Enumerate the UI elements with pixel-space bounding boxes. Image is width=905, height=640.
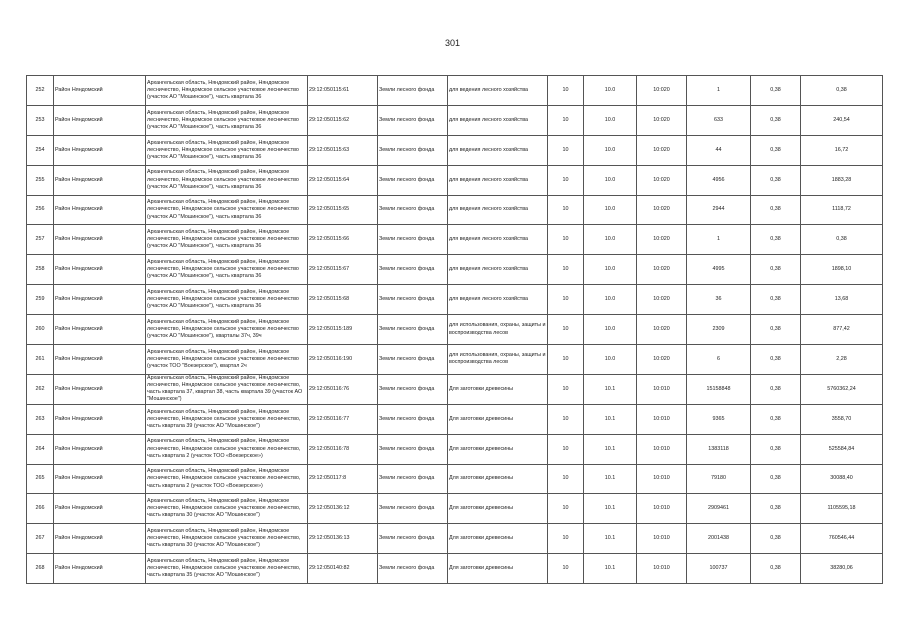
row-number: 253 — [27, 105, 54, 135]
land-category-cell: Земли лесного фонда — [378, 165, 448, 195]
permitted-use-cell: Для заготовки древесины — [448, 434, 548, 464]
location-description-cell: Архангельская область, Няндомский район, Няндомское лесничество, Няндомское сельское участковое лесничество (участок АО "Мошинское"), часть квартала 36 — [146, 285, 308, 315]
subgroup-cell: 10.1 — [584, 464, 637, 494]
area-cell: 36 — [687, 285, 751, 315]
table-row — [27, 165, 883, 195]
subgroup-cell: 10.0 — [584, 195, 637, 225]
district-cell: Район Няндомский — [54, 434, 146, 464]
permitted-use-cell: Для заготовки древесины — [448, 404, 548, 434]
table-row — [27, 76, 883, 106]
permitted-use-cell: для использования, охраны, защиты и воспроизводства лесов — [448, 345, 548, 375]
cadastral-value-cell: 1105595,18 — [801, 494, 883, 524]
land-category-cell: Земли лесного фонда — [378, 464, 448, 494]
row-number: 266 — [27, 494, 54, 524]
permitted-use-cell: для ведения лесного хозяйства — [448, 195, 548, 225]
land-category-cell: Земли лесного фонда — [378, 285, 448, 315]
cadastral-number-cell: 29:12:050115:68 — [308, 285, 378, 315]
location-description-cell: Архангельская область, Няндомский район, Няндомское лесничество, Няндомское сельское участковое лесничество, часть квартала 30 (участок АО "Мошинское") — [146, 524, 308, 554]
location-description-cell: Архангельская область, Няндомский район, Няндомское лесничество, Няндомское сельское участковое лесничество, часть квартала 39 (участок АО "Мошинское") — [146, 404, 308, 434]
table-row — [27, 494, 883, 524]
table-row — [27, 195, 883, 225]
row-number: 265 — [27, 464, 54, 494]
subgroup-cell: 10.0 — [584, 345, 637, 375]
location-description-cell: Архангельская область, Няндомский район, Няндомское лесничество, Няндомское сельское участковое лесничество (участок ТОО "Воезерское"), квартал 2ч — [146, 345, 308, 375]
table-row — [27, 255, 883, 285]
permitted-use-cell: для ведения лесного хозяйства — [448, 135, 548, 165]
subgroup-cell: 10.1 — [584, 434, 637, 464]
cadastral-number-cell: 29:12:050115:63 — [308, 135, 378, 165]
cadastral-number-cell: 29:12:050115:66 — [308, 225, 378, 255]
district-cell: Район Няндомский — [54, 464, 146, 494]
group-cell: 10 — [548, 255, 584, 285]
area-cell: 6 — [687, 345, 751, 375]
cadastral-value-cell: 5760362,24 — [801, 374, 883, 404]
district-cell: Район Няндомский — [54, 225, 146, 255]
land-category-cell: Земли лесного фонда — [378, 76, 448, 106]
permitted-use-cell: для ведения лесного хозяйства — [448, 105, 548, 135]
cadastral-number-cell: 29:12:050136:12 — [308, 494, 378, 524]
location-description-cell: Архангельская область, Няндомский район, Няндомское лесничество, Няндомское сельское участковое лесничество (участок АО "Мошинское"), часть квартала 36 — [146, 105, 308, 135]
row-number: 257 — [27, 225, 54, 255]
area-cell: 44 — [687, 135, 751, 165]
subgroup-cell: 10.0 — [584, 315, 637, 345]
location-description-cell: Архангельская область, Няндомский район, Няндомское лесничество, Няндомское сельское участковое лесничество, часть квартала 37, квартал 38, часть квартала 39 (участок АО "Мошинское") — [146, 374, 308, 404]
subgroup-cell: 10.0 — [584, 135, 637, 165]
group-cell: 10 — [548, 434, 584, 464]
table-row — [27, 524, 883, 554]
cadastral-value-cell: 877,42 — [801, 315, 883, 345]
page-number: 301 — [444, 38, 461, 48]
cadastral-value-cell: 1883,28 — [801, 165, 883, 195]
use-code-cell: 10:010 — [637, 554, 687, 584]
land-category-cell: Земли лесного фонда — [378, 135, 448, 165]
subgroup-cell: 10.0 — [584, 76, 637, 106]
district-cell: Район Няндомский — [54, 105, 146, 135]
area-cell: 4995 — [687, 255, 751, 285]
use-code-cell: 10:010 — [637, 464, 687, 494]
cadastral-number-cell: 29:12:050116:76 — [308, 374, 378, 404]
specific-value-cell: 0,38 — [751, 285, 801, 315]
district-cell: Район Няндомский — [54, 404, 146, 434]
specific-value-cell: 0,38 — [751, 76, 801, 106]
area-cell: 4956 — [687, 165, 751, 195]
land-category-cell: Земли лесного фонда — [378, 494, 448, 524]
subgroup-cell: 10.1 — [584, 524, 637, 554]
group-cell: 10 — [548, 494, 584, 524]
cadastral-number-cell: 29:12:050116:78 — [308, 434, 378, 464]
group-cell: 10 — [548, 315, 584, 345]
table-row — [27, 554, 883, 584]
group-cell: 10 — [548, 76, 584, 106]
cadastral-value-cell: 525584,84 — [801, 434, 883, 464]
group-cell: 10 — [548, 554, 584, 584]
cadastral-value-cell: 2,28 — [801, 345, 883, 375]
table-row — [27, 404, 883, 434]
district-cell: Район Няндомский — [54, 494, 146, 524]
specific-value-cell: 0,38 — [751, 345, 801, 375]
use-code-cell: 10:020 — [637, 255, 687, 285]
land-category-cell: Земли лесного фонда — [378, 374, 448, 404]
cadastral-number-cell: 29:12:050140:82 — [308, 554, 378, 584]
district-cell: Район Няндомский — [54, 165, 146, 195]
row-number: 258 — [27, 255, 54, 285]
permitted-use-cell: для ведения лесного хозяйства — [448, 76, 548, 106]
location-description-cell: Архангельская область, Няндомский район, Няндомское лесничество, Няндомское сельское участковое лесничество (участок АО "Мошинское"), часть квартала 36 — [146, 135, 308, 165]
use-code-cell: 10:010 — [637, 404, 687, 434]
cadastral-number-cell: 29:12:050115:189 — [308, 315, 378, 345]
location-description-cell: Архангельская область, Няндомский район, Няндомское лесничество, Няндомское сельское участковое лесничество, часть квартала 2 (участок ТОО «Воезерское») — [146, 464, 308, 494]
table-row — [27, 464, 883, 494]
land-category-cell: Земли лесного фонда — [378, 195, 448, 225]
use-code-cell: 10:010 — [637, 434, 687, 464]
permitted-use-cell: Для заготовки древесины — [448, 524, 548, 554]
permitted-use-cell: для использования, охраны, защиты и воспроизводства лесов — [448, 315, 548, 345]
use-code-cell: 10:020 — [637, 165, 687, 195]
specific-value-cell: 0,38 — [751, 135, 801, 165]
specific-value-cell: 0,38 — [751, 434, 801, 464]
table-body — [27, 76, 883, 584]
use-code-cell: 10:010 — [637, 374, 687, 404]
specific-value-cell: 0,38 — [751, 464, 801, 494]
row-number: 262 — [27, 374, 54, 404]
location-description-cell: Архангельская область, Няндомский район, Няндомское лесничество, Няндомское сельское участковое лесничество, часть квартала 35 (участок АО "Мошинское") — [146, 554, 308, 584]
use-code-cell: 10:020 — [637, 225, 687, 255]
use-code-cell: 10:020 — [637, 315, 687, 345]
district-cell: Район Няндомский — [54, 135, 146, 165]
permitted-use-cell: для ведения лесного хозяйства — [448, 285, 548, 315]
specific-value-cell: 0,38 — [751, 494, 801, 524]
group-cell: 10 — [548, 135, 584, 165]
use-code-cell: 10:020 — [637, 76, 687, 106]
location-description-cell: Архангельская область, Няндомский район, Няндомское лесничество, Няндомское сельское участковое лесничество, часть квартала 30 (участок АО "Мошинское") — [146, 494, 308, 524]
row-number: 264 — [27, 434, 54, 464]
area-cell: 1 — [687, 225, 751, 255]
area-cell: 2909461 — [687, 494, 751, 524]
row-number: 252 — [27, 76, 54, 106]
area-cell: 633 — [687, 105, 751, 135]
permitted-use-cell: Для заготовки древесины — [448, 494, 548, 524]
specific-value-cell: 0,38 — [751, 374, 801, 404]
subgroup-cell: 10.1 — [584, 404, 637, 434]
district-cell: Район Няндомский — [54, 255, 146, 285]
table-row — [27, 135, 883, 165]
district-cell: Район Няндомский — [54, 374, 146, 404]
area-cell: 100737 — [687, 554, 751, 584]
row-number: 259 — [27, 285, 54, 315]
permitted-use-cell: для ведения лесного хозяйства — [448, 255, 548, 285]
group-cell: 10 — [548, 404, 584, 434]
permitted-use-cell: для ведения лесного хозяйства — [448, 225, 548, 255]
specific-value-cell: 0,38 — [751, 255, 801, 285]
group-cell: 10 — [548, 345, 584, 375]
specific-value-cell: 0,38 — [751, 404, 801, 434]
specific-value-cell: 0,38 — [751, 195, 801, 225]
use-code-cell: 10:010 — [637, 524, 687, 554]
area-cell: 1383118 — [687, 434, 751, 464]
cadastral-value-table — [26, 75, 883, 584]
area-cell: 2001438 — [687, 524, 751, 554]
cadastral-value-cell: 16,72 — [801, 135, 883, 165]
table-row — [27, 434, 883, 464]
area-cell: 1 — [687, 76, 751, 106]
area-cell: 9365 — [687, 404, 751, 434]
cadastral-value-cell: 13,68 — [801, 285, 883, 315]
land-category-cell: Земли лесного фонда — [378, 345, 448, 375]
specific-value-cell: 0,38 — [751, 554, 801, 584]
specific-value-cell: 0,38 — [751, 105, 801, 135]
location-description-cell: Архангельская область, Няндомский район, Няндомское лесничество, Няндомское сельское участковое лесничество (участок АО "Мошинское"), часть квартала 36 — [146, 255, 308, 285]
subgroup-cell: 10.0 — [584, 165, 637, 195]
row-number: 268 — [27, 554, 54, 584]
district-cell: Район Няндомский — [54, 554, 146, 584]
permitted-use-cell: Для заготовки древесины — [448, 374, 548, 404]
district-cell: Район Няндомский — [54, 315, 146, 345]
cadastral-value-cell: 38280,06 — [801, 554, 883, 584]
land-category-cell: Земли лесного фонда — [378, 404, 448, 434]
group-cell: 10 — [548, 285, 584, 315]
location-description-cell: Архангельская область, Няндомский район, Няндомское лесничество, Няндомское сельское участковое лесничество (участок АО "Мошинское"), часть квартала 36 — [146, 165, 308, 195]
table-row — [27, 225, 883, 255]
use-code-cell: 10:020 — [637, 195, 687, 225]
district-cell: Район Няндомский — [54, 285, 146, 315]
cadastral-value-cell: 30088,40 — [801, 464, 883, 494]
row-number: 256 — [27, 195, 54, 225]
area-cell: 15158848 — [687, 374, 751, 404]
area-cell: 2309 — [687, 315, 751, 345]
land-category-cell: Земли лесного фонда — [378, 225, 448, 255]
table-row — [27, 285, 883, 315]
land-category-cell: Земли лесного фонда — [378, 105, 448, 135]
subgroup-cell: 10.0 — [584, 105, 637, 135]
cadastral-number-cell: 29:12:050136:13 — [308, 524, 378, 554]
use-code-cell: 10:020 — [637, 285, 687, 315]
subgroup-cell: 10.0 — [584, 255, 637, 285]
table-row — [27, 105, 883, 135]
cadastral-value-cell: 0,38 — [801, 76, 883, 106]
specific-value-cell: 0,38 — [751, 315, 801, 345]
group-cell: 10 — [548, 524, 584, 554]
cadastral-number-cell: 29:12:050115:61 — [308, 76, 378, 106]
use-code-cell: 10:010 — [637, 494, 687, 524]
table-row — [27, 345, 883, 375]
cadastral-number-cell: 29:12:050116:190 — [308, 345, 378, 375]
land-category-cell: Земли лесного фонда — [378, 554, 448, 584]
district-cell: Район Няндомский — [54, 195, 146, 225]
location-description-cell: Архангельская область, Няндомский район, Няндомское лесничество, Няндомское сельское участковое лесничество (участок АО "Мошинское"), кварталы 37ч, 39ч — [146, 315, 308, 345]
land-category-cell: Земли лесного фонда — [378, 315, 448, 345]
use-code-cell: 10:020 — [637, 345, 687, 375]
row-number: 267 — [27, 524, 54, 554]
permitted-use-cell: Для заготовки древесины — [448, 554, 548, 584]
location-description-cell: Архангельская область, Няндомский район, Няндомское лесничество, Няндомское сельское участковое лесничество (участок АО "Мошинское"), часть квартала 36 — [146, 76, 308, 106]
specific-value-cell: 0,38 — [751, 165, 801, 195]
permitted-use-cell: для ведения лесного хозяйства — [448, 165, 548, 195]
group-cell: 10 — [548, 225, 584, 255]
cadastral-value-cell: 760546,44 — [801, 524, 883, 554]
location-description-cell: Архангельская область, Няндомский район, Няндомское лесничество, Няндомское сельское участковое лесничество (участок АО "Мошинское"), часть квартала 36 — [146, 195, 308, 225]
use-code-cell: 10:020 — [637, 135, 687, 165]
area-cell: 2944 — [687, 195, 751, 225]
table-row — [27, 374, 883, 404]
cadastral-number-cell: 29:12:050115:62 — [308, 105, 378, 135]
group-cell: 10 — [548, 195, 584, 225]
cadastral-value-cell: 1898,10 — [801, 255, 883, 285]
cadastral-number-cell: 29:12:050115:67 — [308, 255, 378, 285]
table-row — [27, 315, 883, 345]
cadastral-number-cell: 29:12:050115:64 — [308, 165, 378, 195]
subgroup-cell: 10.0 — [584, 225, 637, 255]
group-cell: 10 — [548, 374, 584, 404]
group-cell: 10 — [548, 165, 584, 195]
subgroup-cell: 10.1 — [584, 374, 637, 404]
subgroup-cell: 10.1 — [584, 554, 637, 584]
land-category-cell: Земли лесного фонда — [378, 524, 448, 554]
group-cell: 10 — [548, 105, 584, 135]
cadastral-value-cell: 0,38 — [801, 225, 883, 255]
subgroup-cell: 10.1 — [584, 494, 637, 524]
land-category-cell: Земли лесного фонда — [378, 434, 448, 464]
specific-value-cell: 0,38 — [751, 225, 801, 255]
area-cell: 79180 — [687, 464, 751, 494]
cadastral-value-cell: 240,54 — [801, 105, 883, 135]
subgroup-cell: 10.0 — [584, 285, 637, 315]
land-category-cell: Земли лесного фонда — [378, 255, 448, 285]
use-code-cell: 10:020 — [637, 105, 687, 135]
cadastral-value-cell: 1118,72 — [801, 195, 883, 225]
location-description-cell: Архангельская область, Няндомский район, Няндомское лесничество, Няндомское сельское участковое лесничество (участок АО "Мошинское"), часть квартала 36 — [146, 225, 308, 255]
district-cell: Район Няндомский — [54, 524, 146, 554]
district-cell: Район Няндомский — [54, 76, 146, 106]
group-cell: 10 — [548, 464, 584, 494]
row-number: 260 — [27, 315, 54, 345]
district-cell: Район Няндомский — [54, 345, 146, 375]
row-number: 261 — [27, 345, 54, 375]
row-number: 263 — [27, 404, 54, 434]
row-number: 255 — [27, 165, 54, 195]
location-description-cell: Архангельская область, Няндомский район, Няндомское лесничество, Няндомское сельское участковое лесничество, часть квартала 2 (участок ТОО «Воезерское») — [146, 434, 308, 464]
cadastral-value-cell: 3558,70 — [801, 404, 883, 434]
cadastral-number-cell: 29:12:050115:65 — [308, 195, 378, 225]
specific-value-cell: 0,38 — [751, 524, 801, 554]
row-number: 254 — [27, 135, 54, 165]
cadastral-number-cell: 29:12:050116:77 — [308, 404, 378, 434]
cadastral-number-cell: 29:12:050117:8 — [308, 464, 378, 494]
permitted-use-cell: Для заготовки древесины — [448, 464, 548, 494]
